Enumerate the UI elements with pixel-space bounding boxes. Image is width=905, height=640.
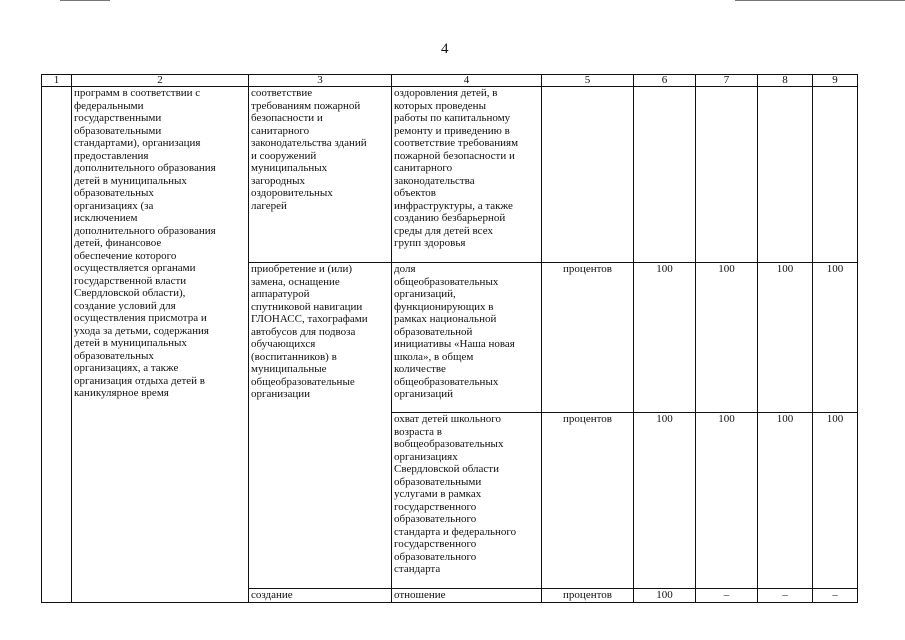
value-cell [758,87,813,263]
column-number: 2 [72,75,249,87]
indicator-cell: охват детей школьного возраста в вобщеобразовательных организациях Свердловской области образовательными услугами в рамках государственного образовательного стандарта и федерального государственного образовательного стандарта [392,413,542,589]
column-number: 3 [249,75,392,87]
page-number: 4 [441,41,449,57]
value-cell [634,87,696,263]
table-row [42,87,858,263]
scan-artifact-line [60,0,110,1]
scan-artifact-line [735,0,905,1]
column-number: 6 [634,75,696,87]
value-cell: 100 [634,413,696,589]
unit-cell: процентов [542,589,634,603]
column-number: 8 [758,75,813,87]
value-cell: – [696,589,758,603]
column-number: 7 [696,75,758,87]
row-number-cell [42,87,72,603]
indicator-table [41,74,858,603]
activity-description-cell: программ в соответствии с федеральными государственными образовательными стандартами), организация предоставления дополнительного образования детей в муниципальных образовательных организациях (за исключением дополнительного образования детей, финансовое обеспечение которого осуществляется органами государственной власти Свердловской области), создание условий для осуществления присмотра и ухода за детьми, содержания детей в муниципальных образовательных организациях, а также организация отдыха детей в каникулярное время [72,87,249,603]
value-cell: – [758,589,813,603]
value-cell: 100 [696,263,758,413]
value-cell: 100 [813,413,858,589]
value-cell: 100 [758,413,813,589]
column-number: 1 [42,75,72,87]
measure-cell: приобретение и (или) замена, оснащение аппаратурой спутниковой навигации ГЛОНАСС, тахографами автобусов для подвоза обучающихся (воспитанников) в муниципальные общеобразовательные организации [249,263,392,589]
measure-cell: создание [249,589,392,603]
unit-cell: процентов [542,263,634,413]
value-cell: 100 [634,589,696,603]
value-cell: 100 [634,263,696,413]
column-number: 4 [392,75,542,87]
value-cell: 100 [813,263,858,413]
unit-cell: процентов [542,413,634,589]
value-cell [696,87,758,263]
value-cell: 100 [696,413,758,589]
column-number-row [42,75,858,87]
unit-cell [542,87,634,263]
indicator-cell: доля общеобразовательных организаций, функционирующих в рамках национальной образовательной инициативы «Наша новая школа», в общем количестве общеобразовательных организаций [392,263,542,413]
measure-cell: соответствие требованиям пожарной безопасности и санитарного законодательства зданий и сооружений муниципальных загородных оздоровительных лагерей [249,87,392,263]
value-cell: – [813,589,858,603]
value-cell: 100 [758,263,813,413]
value-cell [813,87,858,263]
column-number: 9 [813,75,858,87]
indicator-cell: отношение [392,589,542,603]
column-number: 5 [542,75,634,87]
indicator-cell: оздоровления детей, в которых проведены работы по капитальному ремонту и приведению в соответствие требованиям пожарной безопасности и санитарного законодательства объектов инфраструктуры, а также созданию безбарьерной среды для детей всех групп здоровья [392,87,542,263]
